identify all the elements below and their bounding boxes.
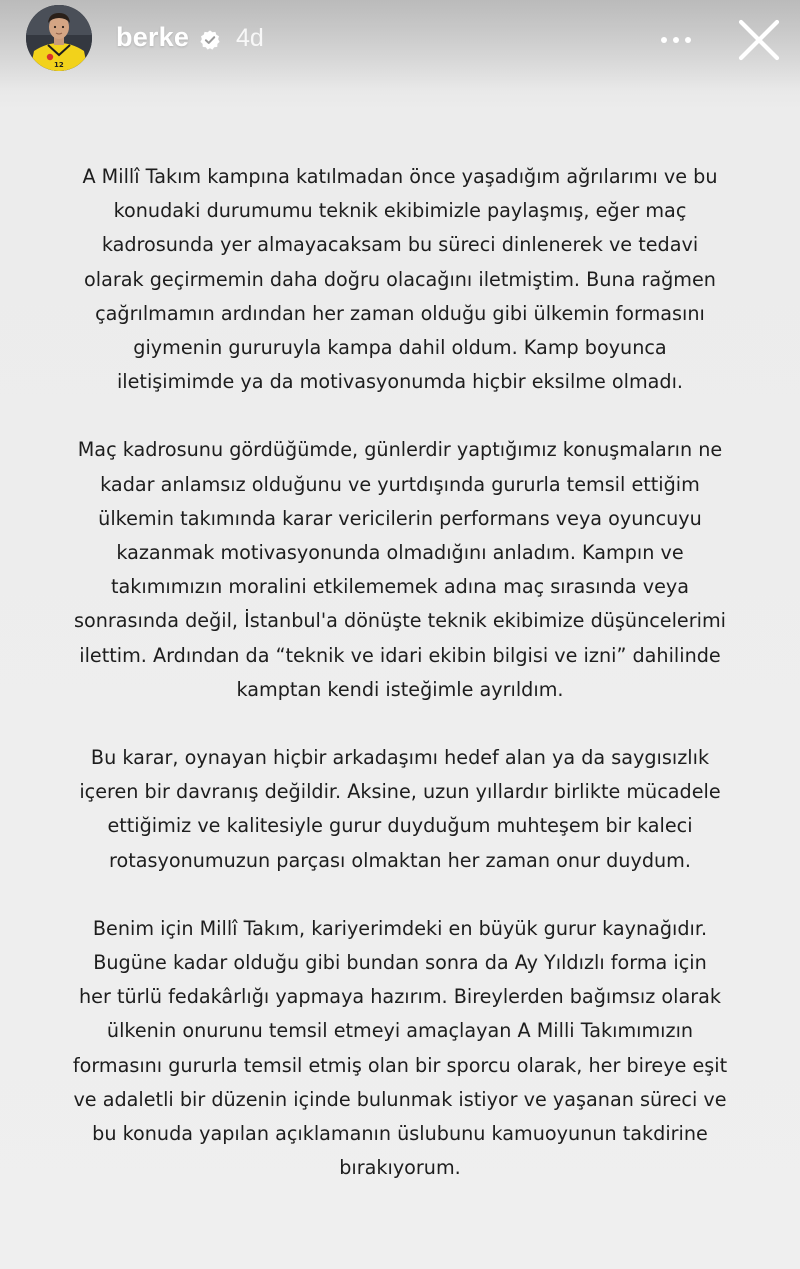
text-line: olarak geçirmemin daha doğru olacağını iletmiştim. Buna rağmen [84,267,716,291]
text-line: ülkemin takımında karar vericilerin performans veya oyuncuyu [98,506,702,530]
statement-paragraph [40,741,760,878]
text-line: ve adaletli bir düzenin içinde bulunmak istiyor ve yaşanan süreci ve [73,1087,727,1111]
text-line: kadar anlamsız olduğunu ve yurtdışında gururla temsil ettiğim [100,472,700,496]
text-line: Bugüne kadar olduğu gibi bundan sonra da Ay Yıldızlı forma için [93,951,707,975]
more-options-button[interactable] [654,22,698,58]
statement-paragraph [40,160,760,399]
text-line: konudaki durumumu teknik ekibimizle paylaşmış, eğer maç [113,199,687,223]
text-line: kamptan kendi isteğimle ayrıldım. [236,677,564,701]
text-line: formasını gururla temsil etmiş olan bir sporcu olarak, her bireye eşit [72,1053,728,1077]
text-line: ettiğimiz ve kalitesiyle gurur duyduğum muhteşem bir kaleci [107,814,693,838]
text-line: Maç kadrosunu gördüğümde, günlerdir yaptığımız konuşmaların ne [77,438,723,462]
text-line: kadrosunda yer almayacaksam bu süreci dinlenerek ve tedavi [101,233,699,257]
profile-photo-icon [26,5,92,71]
text-line: ülkenin onurunu temsil etmeyi amaçlayan A Milli Takımımızın [106,1019,694,1043]
text-line: iletişimimde ya da motivasyonumda hiçbir eksilme olmadı. [116,370,684,394]
text-line: bırakıyorum. [339,1156,461,1180]
text-line: bu konuda yapılan açıklamanın üslubunu kamuoyunun takdirine [92,1122,708,1146]
verified-badge-icon [199,29,221,51]
story-header [0,0,800,90]
text-line: içeren bir davranış değildir. Aksine, uzun yıllardır birlikte mücadele [79,780,721,804]
text-line: Benim için Millî Takım, kariyerimdeki en büyük gurur kaynağıdır. [92,916,708,940]
text-line: Bu karar, oynayan hiçbir arkadaşımı hedef alan ya da saygısızlık [90,746,710,770]
text-line: kazanmak motivasyonunda olmadığını anladım. Kampın ve [116,541,684,565]
timestamp: 4d [236,24,264,52]
text-line: sonrasında değil, İstanbul'a dönüşte teknik ekibimize düşüncelerimi [74,609,726,633]
text-line: A Millî Takım kampına katılmadan önce yaşadığım ağrılarımı ve bu [82,165,718,188]
text-line: rotasyonumuzun parçası olmaktan her zaman onur duydum. [109,848,691,872]
close-icon [733,14,785,66]
close-button[interactable] [733,14,785,66]
more-horizontal-icon [654,22,698,58]
username[interactable]: berke [116,22,190,52]
text-line: ilettim. Ardından da “teknik ve idari ekibin bilgisi ve izni” dahilinde [79,643,721,667]
statement-paragraph [40,912,760,1186]
text-line: çağrılmamın ardından her zaman olduğu gibi ülkemin formasını [95,301,705,325]
svg-text:12: 12 [54,61,64,69]
statement-text [40,160,760,1219]
avatar[interactable] [26,5,92,71]
text-line: her türlü fedakârlığı yapmaya hazırım. Bireylerden bağımsız olarak [79,985,721,1009]
text-line: giymenin gururuyla kampa dahil oldum. Kamp boyunca [133,336,667,360]
text-line: takımımızın moralini etkilememek adına maç sırasında veya [110,575,690,599]
statement-paragraph [40,433,760,707]
